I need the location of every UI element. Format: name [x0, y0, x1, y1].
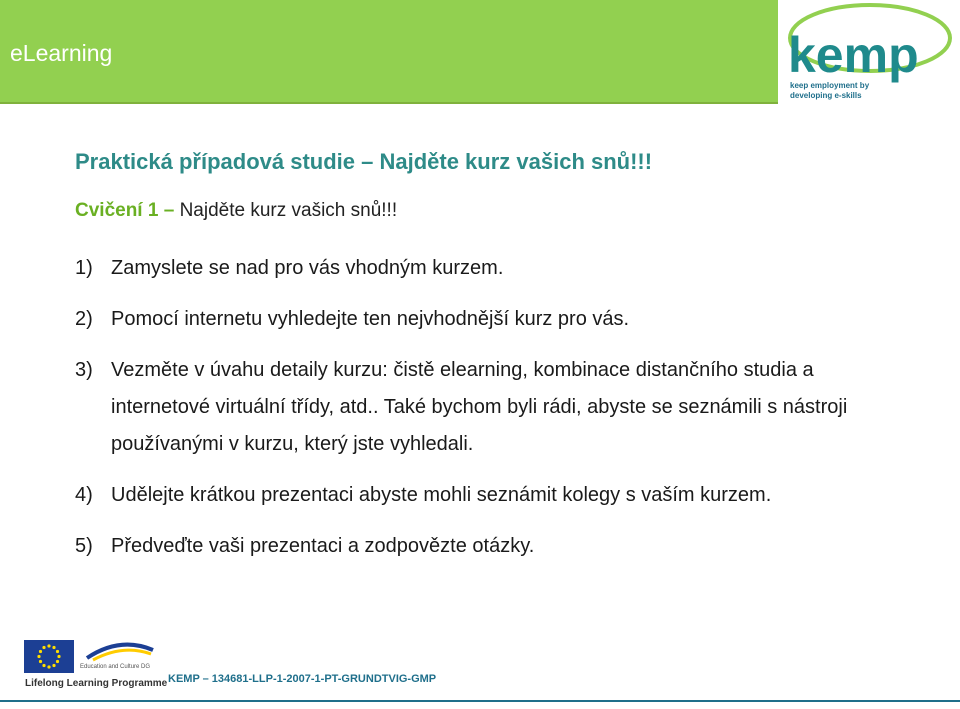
item-text: Vezměte v úvahu detaily kurzu: čistě elearning, kombinace distančního studia a internetové virtuální třídy, atd.. Také bychom byli rádi, abyste se seznámili s nástroji používanými v kurzu, který jste vyhledali. [111, 359, 848, 455]
header-title: eLearning [10, 40, 113, 66]
item-text: Zamyslete se nad pro vás vhodným kurzem. [111, 257, 504, 279]
list-item [75, 250, 905, 287]
slide-title: Praktická případová studie – Najděte kurz vašich snů!!! [75, 149, 653, 174]
item-number: 4) [75, 484, 93, 506]
item-text: Udělejte krátkou prezentaci abyste mohli seznámit kolegy s vaším kurzem. [111, 484, 772, 506]
project-code: KEMP – 134681-LLP-1-2007-1-PT-GRUNDTVIG-GMP [168, 673, 437, 685]
task-list [75, 250, 905, 579]
exercise-label: Cvičení 1 – [75, 200, 175, 221]
programme-label: Lifelong Learning Programme [25, 678, 168, 689]
eu-flag-icon [24, 640, 74, 673]
logo-tagline-1: keep employment by [790, 81, 870, 90]
llp-swoosh-icon [85, 640, 155, 667]
list-item [75, 528, 905, 565]
list-item [75, 477, 905, 514]
dg-label: Education and Culture DG [80, 664, 151, 670]
footer-divider [0, 700, 960, 709]
exercise-subtitle [75, 200, 397, 222]
list-item [75, 352, 905, 463]
logo-tagline-2: developing e-skills [790, 91, 862, 100]
item-number: 1) [75, 257, 93, 279]
list-item [75, 301, 905, 338]
kemp-logo [780, 0, 960, 105]
item-number: 2) [75, 308, 93, 330]
logo-word: kemp [788, 27, 919, 83]
item-number: 3) [75, 359, 93, 381]
header-bar [0, 0, 778, 104]
item-number: 5) [75, 535, 93, 557]
item-text: Předveďte vaši prezentaci a zodpovězte otázky. [111, 535, 535, 557]
item-text: Pomocí internetu vyhledejte ten nejvhodnější kurz pro vás. [111, 308, 630, 330]
exercise-text: Najděte kurz vašich snů!!! [179, 200, 398, 221]
